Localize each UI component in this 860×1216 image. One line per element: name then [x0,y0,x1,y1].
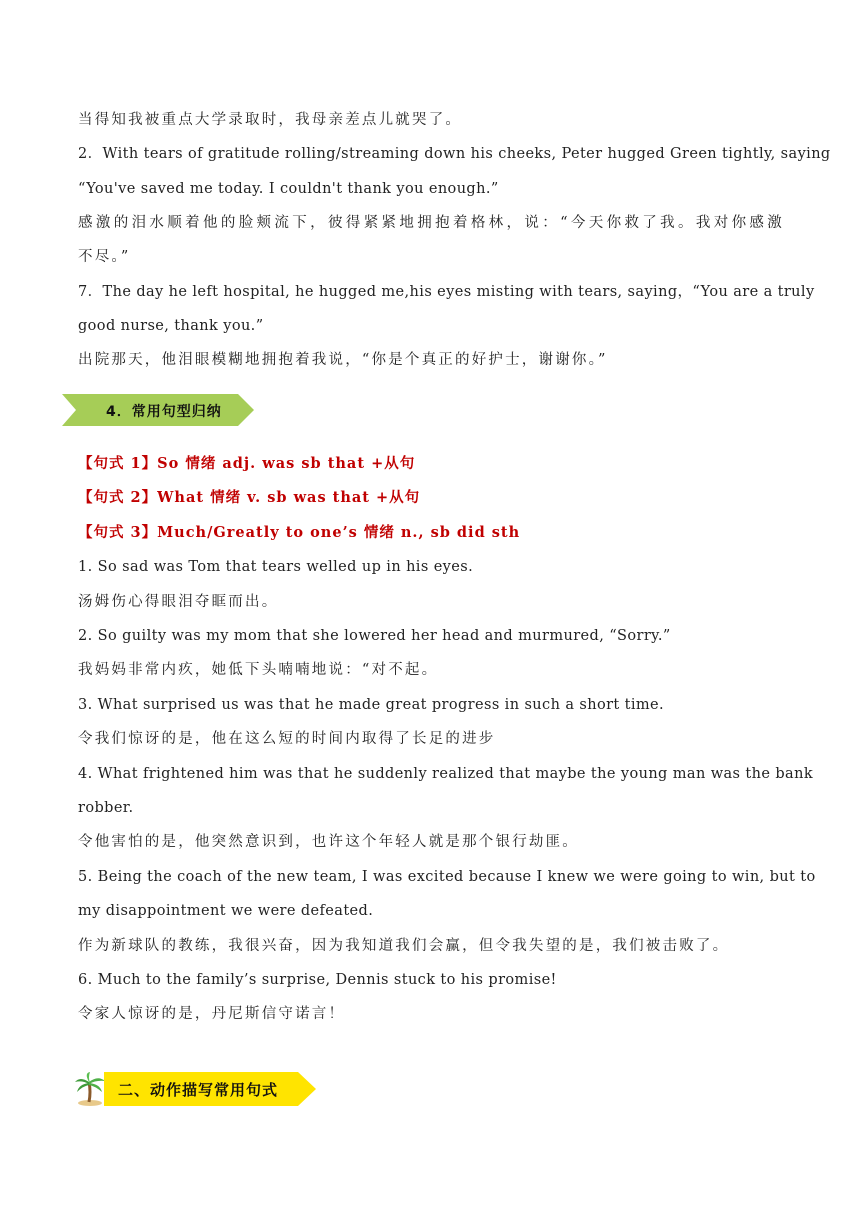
example-line: 2. So guilty was my mom that she lowered her head and murmured, “Sorry.” [78,628,671,644]
section-header-2 [74,1070,319,1108]
example-line: 6. Much to the family’s surprise, Dennis stuck to his promise! [78,972,557,988]
example-line: 5. Being the coach of the new team, I was excited because I knew we were going to win, but to [78,869,816,885]
example-translation: 作为新球队的教练，我很兴奋，因为我知道我们会赢，但令我失望的是，我们被击败了。 [78,938,730,954]
text-line: 感激的泪水顺着他的脸颊流下，彼得紧紧地拥抱着格林，说：“今天你救了我。我对你感激 [78,215,784,231]
example-line: robber. [78,800,134,816]
example-translation: 令我们惊讶的是，他在这么短的时间内取得了长足的进步 [78,731,496,747]
example-translation: 令他害怕的是，他突然意识到，也许这个年轻人就是那个银行劫匪。 [78,834,579,850]
section-header-4 [62,394,254,426]
example-line: my disappointment we were defeated. [78,903,374,919]
example-translation: 我妈妈非常内疚，她低下头喃喃地说：“对不起。 [78,662,439,678]
text-line: 出院那天，他泪眼模糊地拥抱着我说，“你是个真正的好护士，谢谢你。” [78,352,608,368]
text-line: 7．The day he left hospital, he hugged me,his eyes misting with tears, saying，“You are a truly [78,284,815,300]
example-line: 3. What surprised us was that he made great progress in such a short time. [78,697,665,713]
text-line: good nurse, thank you.” [78,318,264,334]
example-translation: 令家人惊讶的是，丹尼斯信守诺言！ [78,1006,346,1022]
text-line: 2．With tears of gratitude rolling/streaming down his cheeks, Peter hugged Green tightly, saying [78,146,831,162]
text-line: 不尽。” [78,249,131,265]
example-translation: 汤姆伤心得眼泪夺眶而出。 [78,594,279,610]
text-line: “You've saved me today. I couldn't thank you enough.” [78,181,499,197]
text-line: 当得知我被重点大学录取时，我母亲差点儿就哭了。 [78,112,463,128]
section-title: 4．常用句型归纳 [106,404,222,420]
pattern-line: 【句式 1】So 情绪 adj. was sb that +从句 [78,455,416,472]
palm-tree-icon [74,1072,106,1106]
pattern-line: 【句式 2】What 情绪 v. sb was that +从句 [78,489,421,506]
section-title: 二、动作描写常用句式 [118,1081,279,1099]
pattern-line: 【句式 3】Much/Greatly to one’s 情绪 n., sb did sth [78,524,521,541]
example-line: 4. What frightened him was that he suddenly realized that maybe the young man was the bank [78,766,814,782]
example-line: 1. So sad was Tom that tears welled up in his eyes. [78,559,474,575]
